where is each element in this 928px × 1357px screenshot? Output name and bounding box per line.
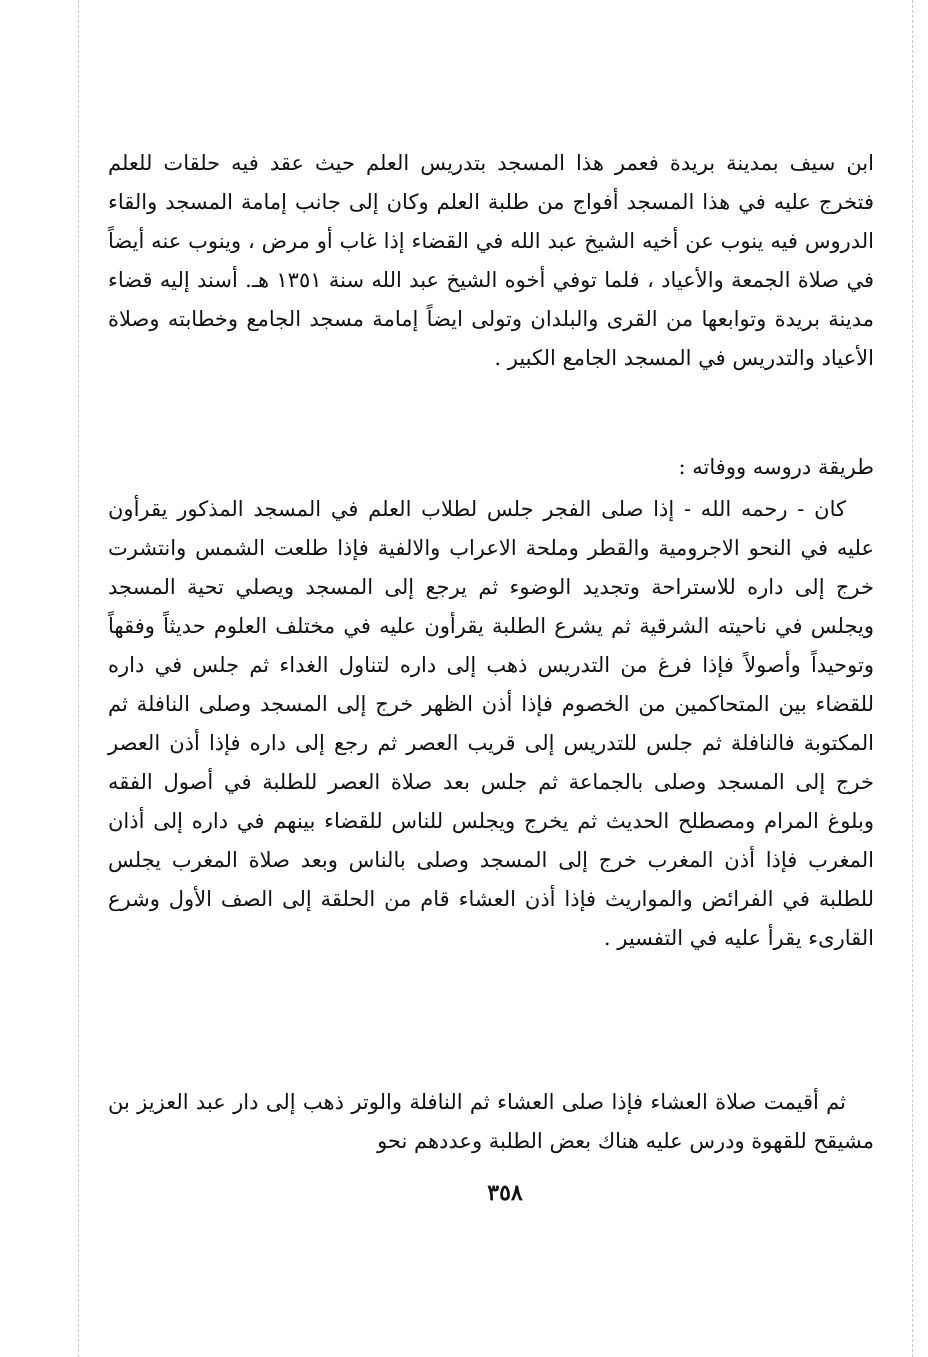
page-number: ٣٥٨ (487, 1180, 523, 1206)
left-margin-guide (78, 0, 79, 1357)
daily-routine-paragraph: كان - رحمه الله - إذا صلى الفجر جلس لطلاب العلم في المسجد المذكور يقرأون عليه في النحو الاجرومية والقطر وملحة الاعراب والالفية فإذا طلعت الشمس وانتشرت خرج إلى داره للاستراحة وتجديد الوضوء ثم يرجع إلى المسجد ويصلي تحية المسجد ويجلس في ناحيته الشرقية ثم يشرع الطلبة يقرأون عليه في مختلف العلوم حديثاً وفقهاً وتوحيداً وأصولاً فإذا فرغ من التدريس ذهب إلى داره لتناول الغداء ثم جلس في داره للقضاء بين المتحاكمين من الخصوم فإذا أذن الظهر خرج إلى المسجد وصلى النافلة ثم المكتوبة فالنافلة ثم جلس للتدريس إلى قريب العصر ثم رجع إلى داره فإذا أذن العصر خرج إلى المسجد وصلى بالجماعة ثم جلس بعد صلاة العصر للطلبة في أصول الفقه وبلوغ المرام ومصطلح الحديث ثم يخرج ويجلس للناس للقضاء بينهم في داره إلى أذان المغرب فإذا أذن المغرب خرج إلى المسجد وصلى بالناس وبعد صلاة المغرب يجلس للطلبة في الفرائض والمواريث فإذا أذن العشاء قام من الحلقة إلى الصف الأول وشرع القارىء يقرأ عليه في التفسير . (108, 497, 874, 950)
right-margin-guide (912, 0, 913, 1357)
evening-paragraph: ثم أقيمت صلاة العشاء فإذا صلى العشاء ثم النافلة والوتر ذهب إلى دار عبد العزيز بن مشيقح للقهوة ودرس عليه هناك بعض الطلبة وعددهم نحو (108, 1090, 874, 1153)
intro-paragraph: ابن سيف بمدينة بريدة فعمر هذا المسجد بتدريس العلم حيث عقد فيه حلقات للعلم فتخرج عليه في هذا المسجد أفواج من طلبة العلم وكان إلى جانب إمامة المسجد والقاء الدروس فيه ينوب عن أخيه الشيخ عبد الله في القضاء إذا غاب أو مرض ، وينوب عنه أيضاً في صلاة الجمعة والأعياد ، فلما توفي أخوه الشيخ عبد الله سنة ١٣٥١ هـ. أسند إليه قضاء مدينة بريدة وتوابعها من القرى والبلدان وتولى ايضاً إمامة مسجد الجامع وخطابته وصلاة الأعياد والتدريس في المسجد الجامع الكبير . (108, 151, 874, 370)
section-heading: طريقة دروسه ووفاته : (678, 455, 874, 479)
